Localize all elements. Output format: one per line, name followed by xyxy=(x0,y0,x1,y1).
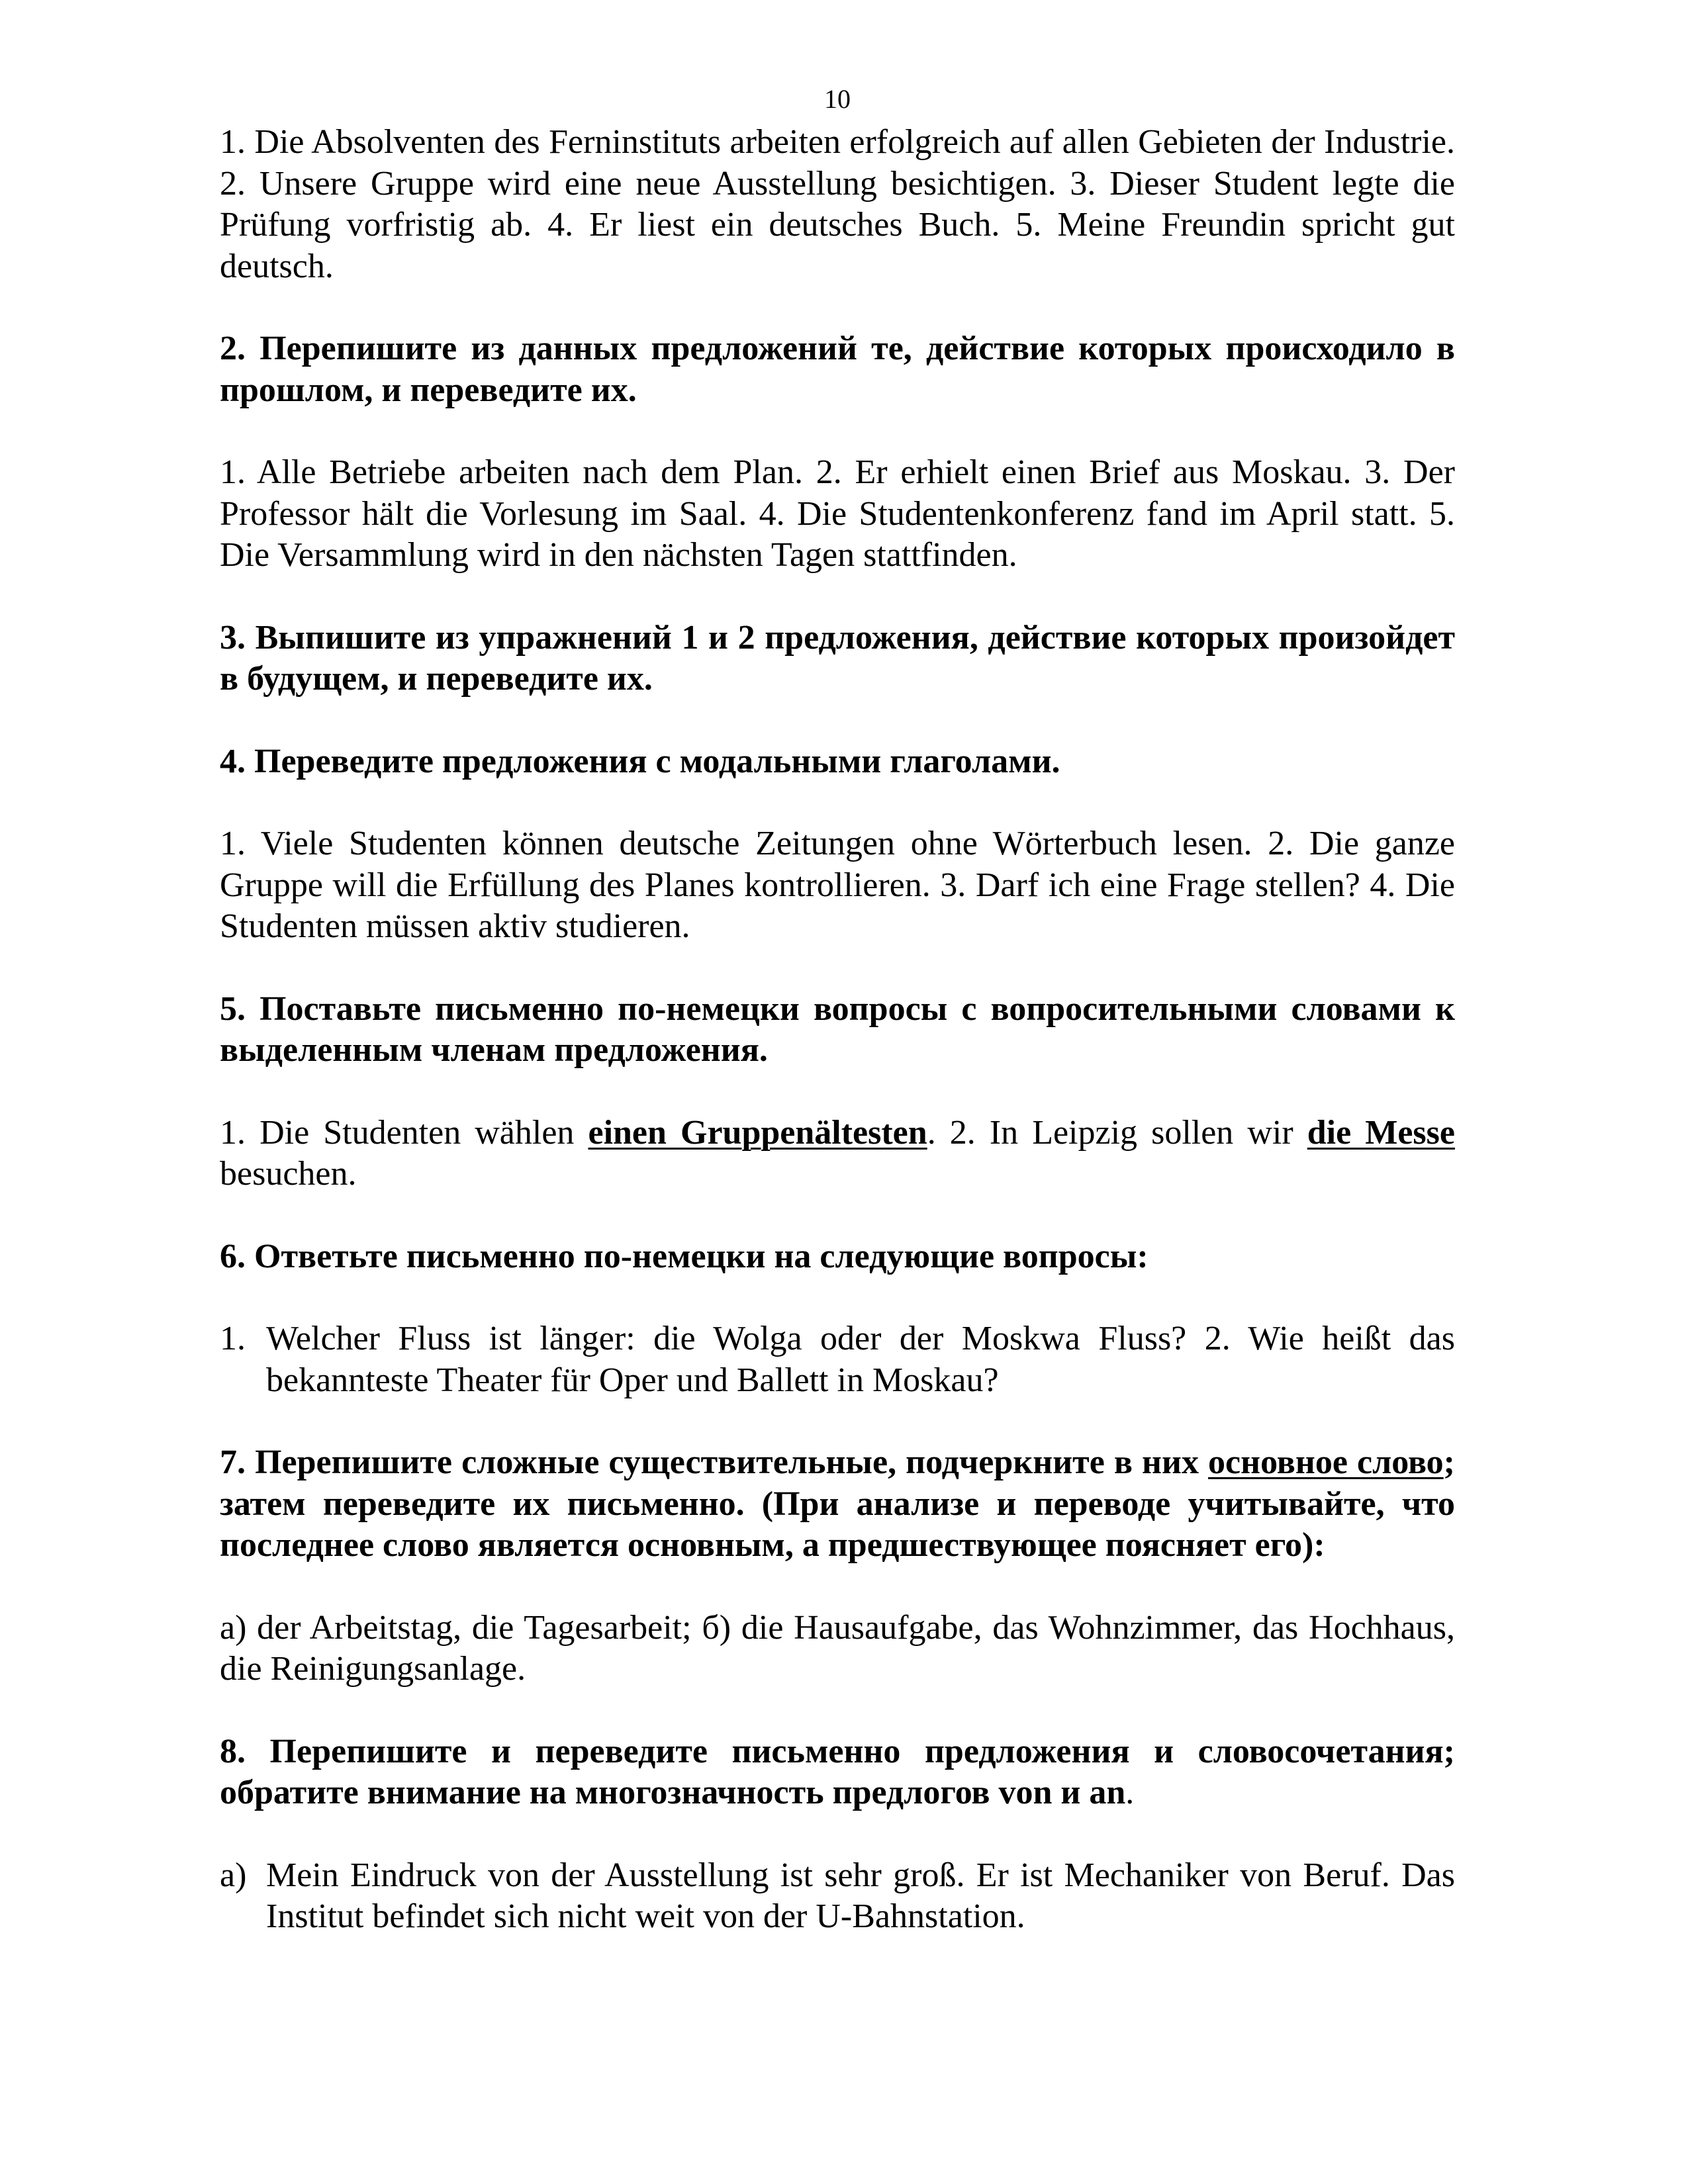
spacer xyxy=(220,700,1455,741)
spacer xyxy=(220,1277,1455,1318)
exercise-3-heading: 3. Выпишите из упражнений 1 и 2 предложения, действие которых произойдет в будущем, и переведите их. xyxy=(220,618,1455,698)
document-page xyxy=(220,86,1455,1938)
exercise-7-underlined-term: основное слово xyxy=(1208,1443,1444,1481)
exercise-8-heading-part: 8. Перепишите и переведите письменно предложения и словосочетания; обратите внимание на многозначность предлогов von и an xyxy=(220,1732,1455,1811)
spacer xyxy=(220,948,1455,989)
exercise-6-questions: Welcher Fluss ist länger: die Wolga oder der Moskwa Fluss? 2. Wie heißt das bekannteste Theater für Oper und Ballett in Moskau? xyxy=(266,1320,1455,1399)
exercise-7-heading-part: ; затем переведите их письменно. (При анализе и переводе учитывайте, что последнее слово является основным, а предшествующее поясняет его): xyxy=(220,1443,1455,1564)
exercise-5-underlined-member: einen Gruppenältesten xyxy=(588,1113,927,1152)
exercise-8-heading-part: . xyxy=(1125,1774,1135,1811)
exercise-7-words: а) der Arbeitstag, die Tagesarbeit; б) die Hausaufgabe, das Wohnzimmer, das Hochhaus, die Reinigungsanlage. xyxy=(220,1608,1455,1688)
spacer xyxy=(220,1567,1455,1608)
exercise-5-text-part: besuchen. xyxy=(220,1155,357,1193)
exercise-5-heading: 5. Поставьте письменно по-немецки вопросы с вопросительными словами к выделенным членам предложения. xyxy=(220,989,1455,1069)
exercise-6-list-item xyxy=(220,1318,1455,1401)
spacer xyxy=(220,1814,1455,1855)
exercise-6-heading: 6. Ответьте письменно по-немецки на следующие вопросы: xyxy=(220,1237,1149,1275)
spacer xyxy=(220,287,1455,328)
exercise-7-heading-part: 7. Перепишите сложные существительные, подчеркните в них xyxy=(220,1443,1209,1481)
exercise-5-underlined-member: die Messe xyxy=(1307,1113,1455,1152)
spacer xyxy=(220,1401,1455,1442)
exercise-5-sentences xyxy=(220,1113,1455,1195)
spacer xyxy=(220,1195,1455,1236)
exercise-7-heading xyxy=(220,1442,1455,1567)
exercise-5-text-part: 1. Die Studenten wählen xyxy=(220,1113,588,1152)
list-marker: а) xyxy=(220,1856,247,1894)
exercise-4-heading: 4. Переведите предложения с модальными глаголами. xyxy=(220,742,1060,780)
exercise-8-sentences: Mein Eindruck von der Ausstellung ist sehr groß. Er ist Mechaniker von Beruf. Das Institut befindet sich nicht weit von der U-Bahnstation. xyxy=(266,1856,1455,1935)
exercise-8-heading xyxy=(220,1731,1455,1814)
spacer xyxy=(220,1071,1455,1113)
exercise-2-sentences: 1. Alle Betriebe arbeiten nach dem Plan. 2. Er erhielt einen Brief aus Moskau. 3. Der Professor hält die Vorlesung im Saal. 4. Die Studentenkonferenz fand im April statt. 5. Die Versammlung wird in den nächsten Tagen stattfinden. xyxy=(220,453,1455,574)
spacer xyxy=(220,576,1455,617)
spacer xyxy=(220,1690,1455,1731)
exercise-8-list-item xyxy=(220,1855,1455,1938)
exercise-4-sentences: 1. Viele Studenten können deutsche Zeitungen ohne Wörterbuch lesen. 2. Die ganze Gruppe will die Erfüllung des Planes kontrollieren. 3. Darf ich eine Frage stellen? 4. Die Studenten müssen aktiv studieren. xyxy=(220,825,1455,945)
spacer xyxy=(220,411,1455,452)
exercise-2-heading: 2. Перепишите из данных предложений те, действие которых происходило в прошлом, и переведите их. xyxy=(220,330,1455,409)
page-number: 10 xyxy=(824,84,851,114)
exercise-5-text-part: . 2. In Leipzig sollen wir xyxy=(927,1113,1307,1152)
spacer xyxy=(220,782,1455,823)
exercise-1-sentences: 1. Die Absolventen des Ferninstituts arbeiten erfolgreich auf allen Gebieten der Industrie. 2. Unsere Gruppe wird eine neue Ausstellung besichtigen. 3. Dieser Student legte die Prüfung vorfristig ab. 4. Er liest ein deutsches Buch. 5. Meine Freundin spricht gut deutsch. xyxy=(220,123,1455,285)
list-marker: 1. xyxy=(220,1320,246,1357)
